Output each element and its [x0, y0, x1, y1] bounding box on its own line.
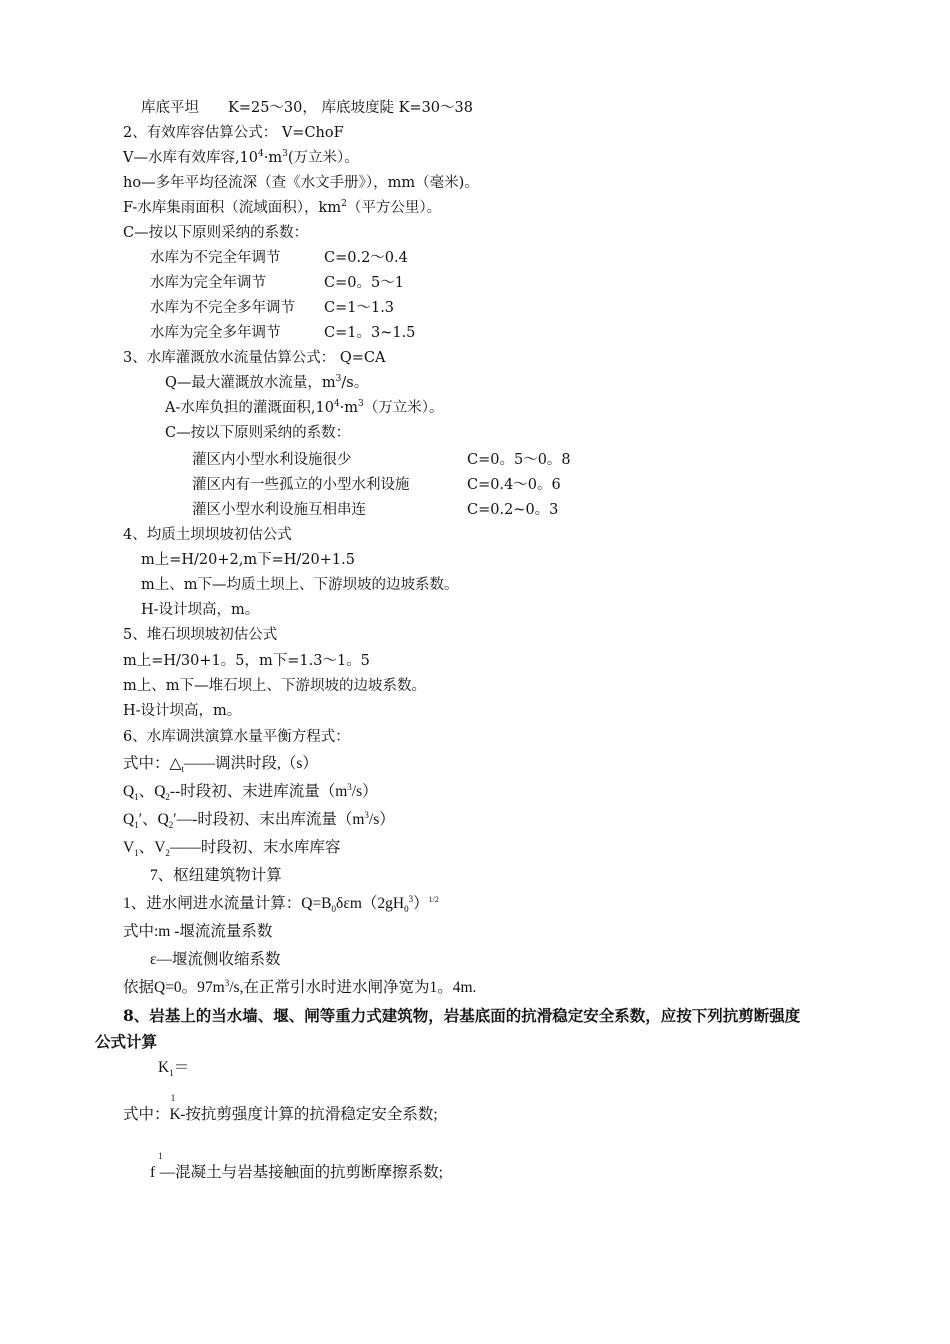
heading-rockfill-dam: 5、堆石坝坝坡初估公式 — [123, 627, 278, 643]
superscript: 3 — [335, 374, 342, 385]
text-line — [192, 450, 571, 470]
text-line — [123, 754, 318, 774]
text-line: m上=H/30+1。5，m下=1.3～1。5 — [123, 653, 370, 669]
superscript: 3 — [408, 893, 414, 904]
superscript: 3 — [364, 809, 369, 820]
text-line: m上、m下—堆石坝上、下游坝坡的边坡系数。 — [123, 678, 426, 694]
text-run: -按抗剪强度计算的抗滑稳定安全系数; — [180, 1106, 438, 1123]
text-line — [150, 273, 404, 293]
subscript: 1 — [169, 1068, 174, 1079]
heading-flood-routing: 6、水库调洪演算水量平衡方程式： — [123, 729, 350, 745]
text-run: C=1～1.3 — [324, 300, 395, 316]
text-run: C=0。5～0。8 — [467, 452, 571, 468]
text-run: /s。 — [341, 375, 369, 391]
text-run: Q — [123, 811, 135, 828]
text-run: 水库为完全多年调节 — [150, 325, 281, 341]
text-run: C=0.2～0.4 — [324, 250, 408, 266]
text-run: V—水库有效库容,10 — [123, 150, 259, 166]
symbol-f: f — [150, 1164, 156, 1181]
text-line — [150, 248, 408, 268]
text-run: ＝ — [173, 1059, 190, 1076]
text-run: 1、进水闸进水流量计算：Q=B — [123, 895, 332, 912]
text-run: 灌区内小型水利设施很少 — [192, 452, 352, 468]
text-run: --时段初、末进库流量（m — [169, 783, 348, 800]
superscript: 3 — [358, 399, 364, 410]
text-run: ） — [413, 895, 429, 912]
subscript: 0 — [331, 904, 337, 915]
text-run: C=1。3~1.5 — [324, 325, 416, 341]
text-run: 水库为完全年调节 — [150, 275, 266, 291]
superscript: 3 — [224, 977, 230, 988]
superscript: 4 — [333, 399, 340, 410]
superscript: 3 — [282, 149, 288, 160]
text-line: ho—多年平均径流深（查《水文手册》），mm（毫米)。 — [123, 175, 479, 191]
text-run: (万立米）。 — [287, 150, 359, 166]
text-line: m上、m下—均质土坝上、下游坝坡的边坡系数。 — [141, 577, 459, 593]
subscript: 2 — [165, 848, 170, 859]
text-run: 依据Q=0。97m — [123, 979, 225, 996]
text-line — [192, 475, 561, 495]
text-run: /s） — [368, 811, 395, 828]
text-run: ·m — [263, 150, 283, 166]
formula-k1 — [158, 1058, 189, 1078]
text-run: ′、Q — [138, 811, 169, 828]
heading-stability-formula: 8、岩基上的当水墙、堰、闸等重力式建筑物，岩基底面的抗滑稳定安全系数，应按下列抗剪断强度 — [123, 1006, 801, 1025]
superscript: 2 — [341, 199, 347, 210]
text-line — [123, 782, 378, 802]
text-run: C=0.2~0。3 — [467, 502, 559, 518]
text-line — [150, 298, 394, 318]
heading-stability-formula-cont: 公式计算 — [95, 1032, 158, 1051]
text-run: A-水库负担的灌溉面积,10 — [165, 400, 334, 416]
subscript: t — [181, 764, 184, 775]
text-run: ·m — [339, 400, 359, 416]
text-line — [123, 894, 439, 914]
text-line: ε—堰流侧收缩系数 — [150, 951, 281, 968]
text-line — [192, 500, 558, 520]
text-run: ——时段初、末水库库容 — [169, 839, 341, 856]
text-line — [123, 838, 340, 858]
text-run: Q — [123, 783, 135, 800]
text-line: C—按以下原则采纳的系数： — [165, 425, 351, 441]
text-run: ——调洪时段,（s） — [183, 755, 318, 772]
text-line — [123, 1093, 438, 1126]
text-run: /s,在正常引水时进水闸净宽为1。4m. — [229, 979, 477, 996]
text-run: 、Q — [138, 783, 166, 800]
superscript: 3 — [347, 781, 352, 792]
text-run: （万立米）。 — [363, 400, 444, 416]
text-run: Q—最大灌溉放水流量，m — [165, 375, 336, 391]
text-line: m上=H/20+2,m下=H/20+1.5 — [141, 552, 355, 568]
text-line — [123, 148, 359, 168]
superscript: 1 — [170, 1093, 176, 1103]
superscript: 1 — [158, 1151, 163, 1161]
heading-irrigation-formula: 3、水库灌溉放水流量估算公式： Q=CA — [123, 350, 386, 366]
text-line — [165, 398, 444, 418]
text-run: K — [158, 1059, 170, 1076]
heading-earth-dam: 4、均质土坝坝坡初估公式 — [123, 527, 292, 543]
heading-hub-structures: 7、枢纽建筑物计算 — [150, 867, 282, 884]
text-run: F-水库集雨面积（流域面积），km — [123, 200, 342, 216]
text-run: 灌区小型水利设施互相串连 — [192, 502, 366, 518]
text-line: C—按以下原则采纳的系数： — [123, 225, 309, 241]
heading-storage-formula: 2、有效库容估算公式： V=ChoF — [123, 125, 344, 141]
text-line: H-设计坝高，m。 — [141, 602, 260, 618]
text-line: H-设计坝高，m。 — [123, 703, 242, 719]
text-run: —混凝土与岩基接触面的抗剪断摩擦系数; — [159, 1164, 443, 1181]
subscript: 0 — [404, 904, 409, 915]
text-run: 式中： — [123, 1106, 170, 1123]
text-run: δεm（2gH — [336, 895, 405, 912]
subscript: 2 — [168, 820, 174, 831]
subscript: 2 — [165, 792, 170, 803]
text-line: 式中:m -堰流流量系数 — [123, 923, 273, 940]
text-run: 水库为不完全多年调节 — [150, 300, 295, 316]
text-line: 库底平坦 K=25～30， 库底坡度陡 K=30～38 — [141, 100, 473, 116]
text-run: ′—-时段初、末出库流量（m — [173, 811, 365, 828]
text-line — [150, 323, 415, 343]
symbol-k: K — [169, 1106, 181, 1123]
text-line — [123, 978, 476, 998]
text-line — [165, 373, 368, 393]
subscript: 1 — [134, 820, 139, 831]
text-run: 灌区内有一些孤立的小型水利设施 — [192, 477, 410, 493]
text-run: 式中：△ — [123, 755, 182, 772]
text-run: C=0.4～0。6 — [467, 477, 561, 493]
superscript: 1/2 — [428, 894, 439, 904]
text-line — [123, 198, 441, 218]
text-line — [150, 1151, 443, 1184]
text-line — [123, 810, 395, 830]
text-run: 水库为不完全年调节 — [150, 250, 281, 266]
text-run: 、V — [138, 839, 166, 856]
text-run: V — [123, 839, 135, 856]
superscript: 4 — [258, 149, 264, 160]
subscript: 1 — [134, 792, 139, 803]
text-run: C=0。5～1 — [324, 275, 404, 291]
subscript: 1 — [134, 848, 139, 859]
text-run: （平方公里）。 — [346, 200, 442, 216]
text-run: /s） — [351, 783, 378, 800]
